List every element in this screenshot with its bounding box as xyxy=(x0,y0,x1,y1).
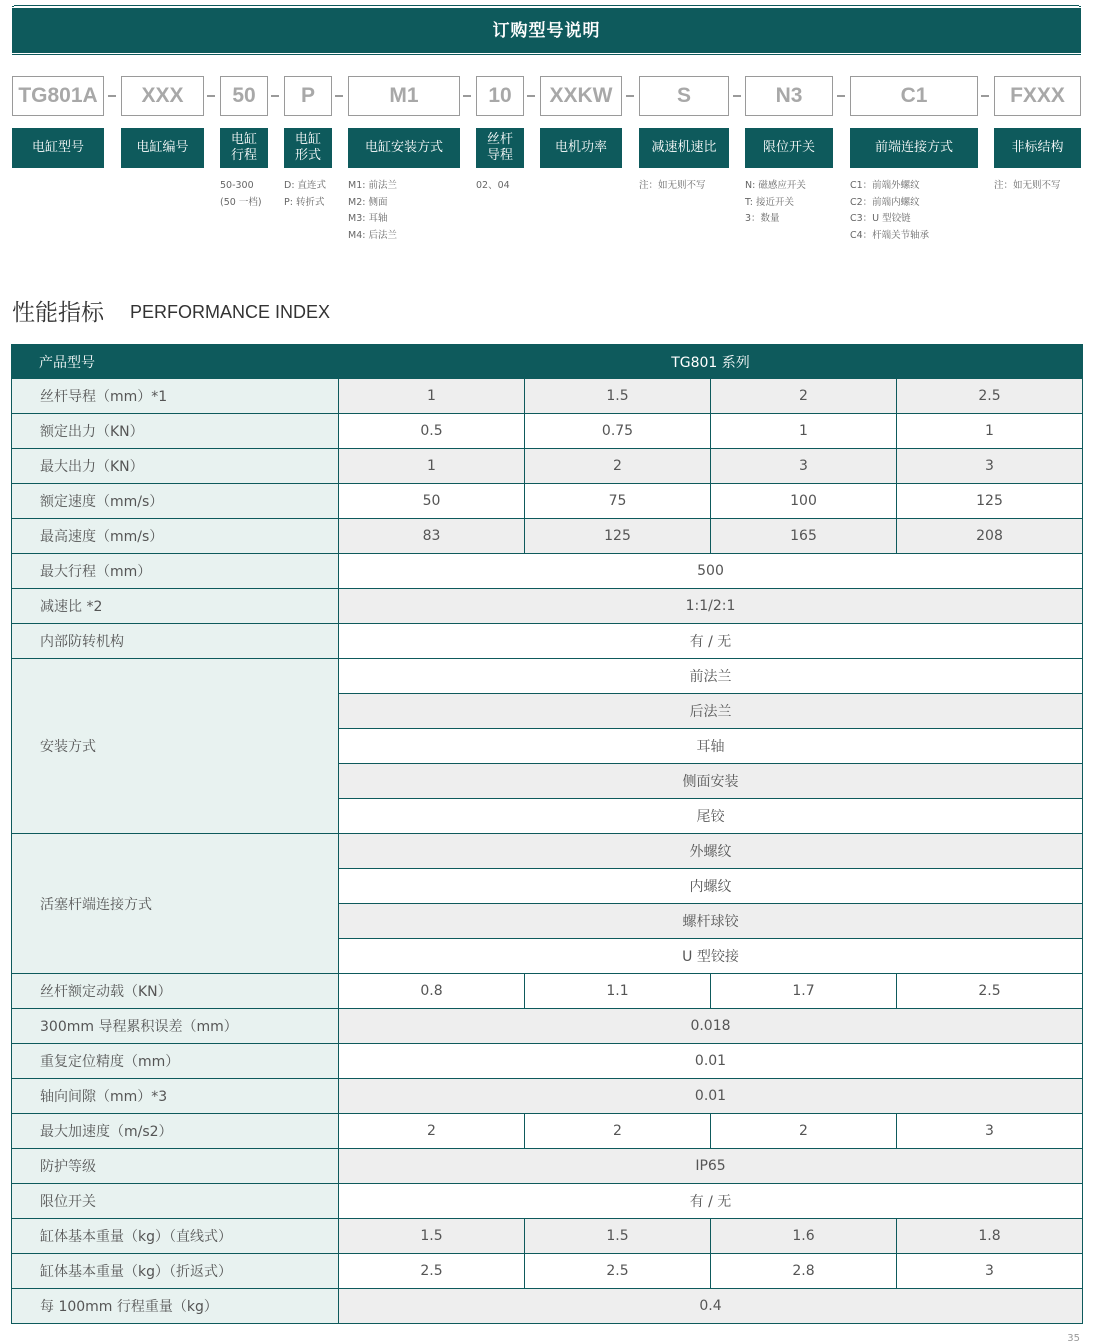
row-label: 每 100mm 行程重量（kg） xyxy=(12,1289,339,1324)
code-mount: M1 xyxy=(348,76,460,116)
label-text: 非标结构 xyxy=(1011,140,1064,155)
ordering-title: 订购型号说明 xyxy=(492,21,601,41)
row-value: 0.01 xyxy=(339,1044,1083,1079)
row-option: 前法兰 xyxy=(339,659,1083,694)
row-value: 208 xyxy=(897,519,1083,554)
table-row xyxy=(12,1289,1083,1324)
label-text: 电缸型号 xyxy=(31,140,84,155)
label-text: 电缸 行程 xyxy=(230,132,257,163)
row-value: IP65 xyxy=(339,1149,1083,1184)
row-value: 500 xyxy=(339,554,1083,589)
code-custom: FXXX xyxy=(994,76,1081,116)
row-value: 125 xyxy=(897,484,1083,519)
label-front xyxy=(850,128,978,168)
row-value: 1.6 xyxy=(711,1219,897,1254)
row-value: 1 xyxy=(339,379,525,414)
row-label: 限位开关 xyxy=(12,1184,339,1219)
code-model: TG801A xyxy=(12,76,104,116)
row-label: 安装方式 xyxy=(12,659,339,834)
row-label: 重复定位精度（mm） xyxy=(12,1044,339,1079)
row-label: 额定出力（KN） xyxy=(12,414,339,449)
label-power xyxy=(540,128,622,168)
code-lead: 10 xyxy=(476,76,524,116)
row-label: 丝杆额定动载（KN） xyxy=(12,974,339,1009)
row-value: 2 xyxy=(525,449,711,484)
label-limit xyxy=(745,128,833,168)
code-separator xyxy=(733,95,741,97)
row-label: 最高速度（mm/s） xyxy=(12,519,339,554)
note-front: C1：前端外螺纹 C2：前端内螺纹 C3：U 型铰链 C4：杆端关节轴承 xyxy=(850,180,930,241)
row-label: 活塞杆端连接方式 xyxy=(12,834,339,974)
note-custom: 注：如无则不写 xyxy=(994,180,1061,191)
label-text: 限位开关 xyxy=(762,140,815,155)
table-row xyxy=(12,659,1083,694)
table-row xyxy=(12,449,1083,484)
code-separator xyxy=(981,95,989,97)
row-value: 3 xyxy=(897,1254,1083,1289)
note-lead: 02、04 xyxy=(476,180,510,191)
code-separator xyxy=(527,95,535,97)
row-label: 减速比 *2 xyxy=(12,589,339,624)
table-row xyxy=(12,1114,1083,1149)
row-option: 外螺纹 xyxy=(339,834,1083,869)
row-value: 2 xyxy=(711,1114,897,1149)
row-label: 防护等级 xyxy=(12,1149,339,1184)
row-value: 2.5 xyxy=(897,379,1083,414)
label-text: 丝杆 导程 xyxy=(486,132,513,163)
table-row xyxy=(12,1184,1083,1219)
row-value: 2.8 xyxy=(711,1254,897,1289)
row-value: 2.5 xyxy=(339,1254,525,1289)
table-row xyxy=(12,1149,1083,1184)
row-value: 1 xyxy=(339,449,525,484)
row-label: 300mm 导程累积误差（mm） xyxy=(12,1009,339,1044)
code-separator xyxy=(626,95,634,97)
header-rule-top xyxy=(12,6,1081,7)
table-row xyxy=(12,974,1083,1009)
row-value: 1.7 xyxy=(711,974,897,1009)
label-mount xyxy=(348,128,460,168)
label-text: 电缸安装方式 xyxy=(364,140,443,155)
row-option: 侧面安装 xyxy=(339,764,1083,799)
row-label: 额定速度（mm/s） xyxy=(12,484,339,519)
code-separator xyxy=(207,95,215,97)
code-limit: N3 xyxy=(745,76,833,116)
label-text: 电缸 形式 xyxy=(294,132,321,163)
row-option: U 型铰接 xyxy=(339,939,1083,974)
row-value: 有 / 无 xyxy=(339,1184,1083,1219)
row-value: 3 xyxy=(897,449,1083,484)
row-value: 0.75 xyxy=(525,414,711,449)
row-option: 后法兰 xyxy=(339,694,1083,729)
code-reducer: S xyxy=(639,76,729,116)
row-value: 2 xyxy=(339,1114,525,1149)
row-value: 1.8 xyxy=(897,1219,1083,1254)
row-label: 缸体基本重量（kg）（直线式） xyxy=(12,1219,339,1254)
row-value: 1 xyxy=(897,414,1083,449)
row-value: 1.5 xyxy=(525,1219,711,1254)
row-label: 最大出力（KN） xyxy=(12,449,339,484)
code-power: XXKW xyxy=(540,76,622,116)
row-label: 轴向间隙（mm）*3 xyxy=(12,1079,339,1114)
row-option: 螺杆球铰 xyxy=(339,904,1083,939)
note-reducer: 注：如无则不写 xyxy=(639,180,706,191)
code-separator xyxy=(335,95,343,97)
header-label: 产品型号 xyxy=(12,345,339,379)
note-mount: M1: 前法兰 M2: 侧面 M3: 耳轴 M4: 后法兰 xyxy=(348,180,397,241)
row-value: 1.5 xyxy=(525,379,711,414)
row-value: 100 xyxy=(711,484,897,519)
row-value: 50 xyxy=(339,484,525,519)
performance-table xyxy=(11,344,1083,1324)
label-custom xyxy=(994,128,1081,168)
code-separator xyxy=(463,95,471,97)
row-label: 缸体基本重量（kg）（折返式） xyxy=(12,1254,339,1289)
code-front: C1 xyxy=(850,76,978,116)
code-number: XXX xyxy=(121,76,204,116)
header-series: TG801 系列 xyxy=(339,345,1083,379)
row-value: 0.01 xyxy=(339,1079,1083,1114)
row-value: 2.5 xyxy=(897,974,1083,1009)
label-text: 前端连接方式 xyxy=(874,140,953,155)
table-row xyxy=(12,554,1083,589)
label-model xyxy=(12,128,104,168)
row-option: 尾铰 xyxy=(339,799,1083,834)
table-header-row xyxy=(12,345,1083,379)
table-row xyxy=(12,414,1083,449)
table-body xyxy=(12,379,1083,1324)
table-row xyxy=(12,1079,1083,1114)
label-number xyxy=(121,128,204,168)
ordering-header xyxy=(12,8,1081,53)
row-value: 83 xyxy=(339,519,525,554)
table-row xyxy=(12,834,1083,869)
row-label: 最大行程（mm） xyxy=(12,554,339,589)
table-row xyxy=(12,624,1083,659)
label-text: 减速机速比 xyxy=(651,140,717,155)
row-value: 0.4 xyxy=(339,1289,1083,1324)
label-text: 电机功率 xyxy=(554,140,607,155)
row-option: 内螺纹 xyxy=(339,869,1083,904)
performance-title-en: PERFORMANCE INDEX xyxy=(130,302,331,322)
label-lead xyxy=(476,128,524,168)
row-value: 3 xyxy=(711,449,897,484)
note-stroke: 50-300 (50 一档) xyxy=(220,180,262,208)
row-label: 丝杆导程（mm）*1 xyxy=(12,379,339,414)
row-value: 2 xyxy=(525,1114,711,1149)
table-row xyxy=(12,1009,1083,1044)
row-value: 125 xyxy=(525,519,711,554)
code-separator xyxy=(271,95,279,97)
code-separator xyxy=(108,95,116,97)
row-label: 内部防转机构 xyxy=(12,624,339,659)
row-value: 1:1/2:1 xyxy=(339,589,1083,624)
row-label: 最大加速度（m/s2） xyxy=(12,1114,339,1149)
label-reducer xyxy=(639,128,729,168)
table-row xyxy=(12,484,1083,519)
code-stroke: 50 xyxy=(220,76,268,116)
table-row xyxy=(12,1219,1083,1254)
label-text: 电缸编号 xyxy=(136,140,189,155)
row-value: 0.5 xyxy=(339,414,525,449)
row-value: 1.1 xyxy=(525,974,711,1009)
table-row xyxy=(12,379,1083,414)
row-value: 2.5 xyxy=(525,1254,711,1289)
code-separator xyxy=(837,95,845,97)
row-value: 有 / 无 xyxy=(339,624,1083,659)
performance-title: 性能指标 xyxy=(12,300,104,326)
table-row xyxy=(12,1254,1083,1289)
table-row xyxy=(12,519,1083,554)
row-value: 2 xyxy=(711,379,897,414)
table-row xyxy=(12,589,1083,624)
note-limit: N: 磁感应开关 T: 接近开关 3：数量 xyxy=(745,180,806,224)
row-value: 0.8 xyxy=(339,974,525,1009)
note-form: D: 直连式 P: 转折式 xyxy=(284,180,327,208)
row-value: 1.5 xyxy=(339,1219,525,1254)
row-value: 1 xyxy=(711,414,897,449)
row-value: 75 xyxy=(525,484,711,519)
row-value: 3 xyxy=(897,1114,1083,1149)
row-value: 165 xyxy=(711,519,897,554)
header-rule-bottom xyxy=(12,54,1081,55)
code-form: P xyxy=(284,76,332,116)
row-value: 0.018 xyxy=(339,1009,1083,1044)
row-option: 耳轴 xyxy=(339,729,1083,764)
label-form xyxy=(284,128,332,168)
page-number: 35 xyxy=(1067,1333,1080,1344)
table-row xyxy=(12,1044,1083,1079)
label-stroke xyxy=(220,128,268,168)
